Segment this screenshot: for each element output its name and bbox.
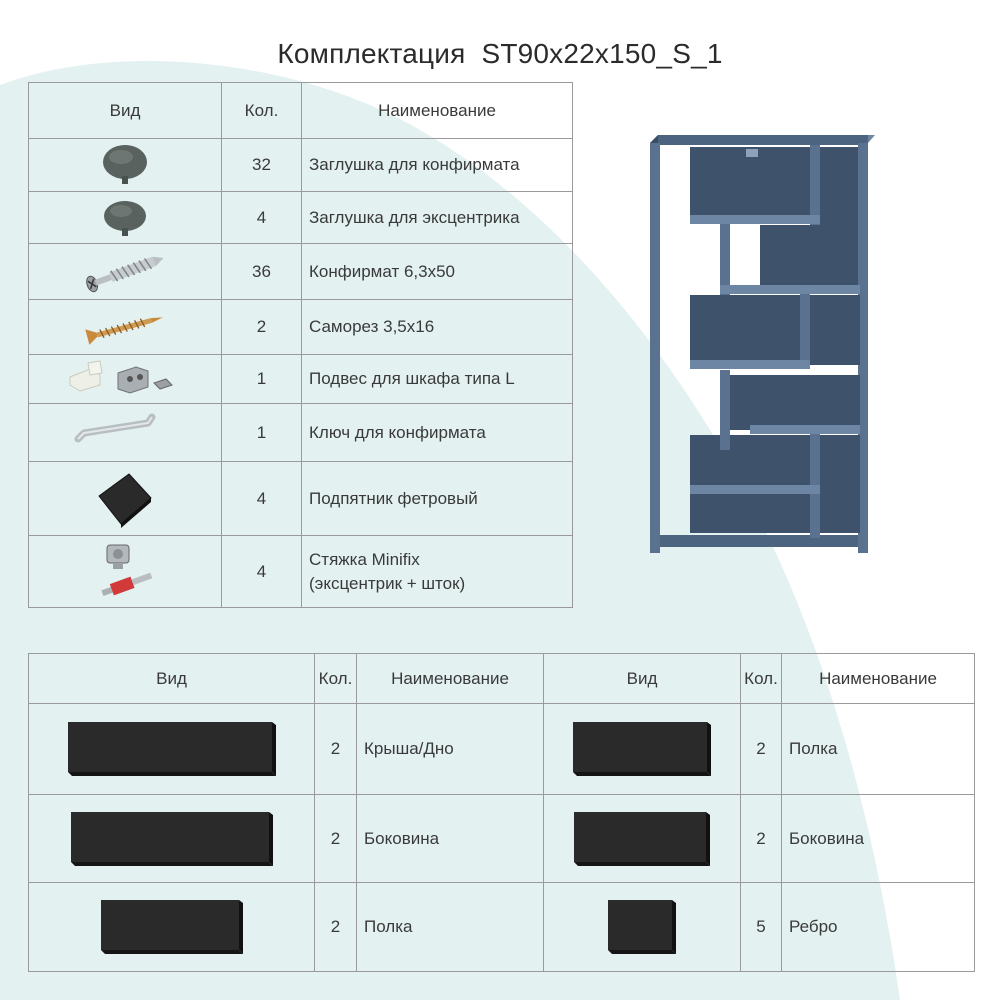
name-line: (эксцентрик + шток) bbox=[309, 573, 466, 593]
hex-key-icon bbox=[70, 409, 180, 457]
name-cell: Саморез 3,5x16 bbox=[302, 300, 573, 355]
table-row bbox=[29, 883, 975, 972]
header-qty: Кол. bbox=[741, 654, 782, 704]
panel-roof-bottom-icon bbox=[66, 720, 278, 778]
qty-cell: 32 bbox=[222, 139, 302, 192]
hardware-table bbox=[28, 82, 573, 608]
felt-pad-icon bbox=[85, 466, 165, 532]
panel-shelf-icon bbox=[99, 898, 245, 956]
name-line: Стяжка Minifix bbox=[309, 549, 420, 569]
table-row bbox=[29, 355, 573, 404]
panel-shelf-icon bbox=[571, 720, 713, 778]
name-cell: Подпятник фетровый bbox=[302, 462, 573, 536]
name-cell: Заглушка для конфирмата bbox=[302, 139, 573, 192]
name-cell: Конфирмат 6,3x50 bbox=[302, 244, 573, 300]
qty-cell: 4 bbox=[222, 192, 302, 244]
name-cell: Заглушка для эксцентрика bbox=[302, 192, 573, 244]
table-row bbox=[29, 404, 573, 462]
qty-cell: 2 bbox=[315, 795, 357, 883]
qty-cell: 2 bbox=[222, 300, 302, 355]
header-qty: Кол. bbox=[315, 654, 357, 704]
qty-cell: 1 bbox=[222, 355, 302, 404]
name-cell: Полка bbox=[357, 883, 544, 972]
cap-confirmat-icon bbox=[95, 142, 155, 188]
header-qty: Кол. bbox=[222, 83, 302, 139]
wood-screw-icon bbox=[80, 305, 170, 349]
qty-cell: 2 bbox=[315, 704, 357, 795]
minifix-icon bbox=[85, 539, 165, 605]
qty-cell: 2 bbox=[741, 795, 782, 883]
name-cell: Боковина bbox=[357, 795, 544, 883]
panels-table bbox=[28, 653, 975, 972]
table-row bbox=[29, 462, 573, 536]
table-row bbox=[29, 244, 573, 300]
name-cell bbox=[302, 536, 573, 608]
header-view: Вид bbox=[29, 83, 222, 139]
page-title: Комплектация ST90x22x150_S_1 bbox=[277, 38, 723, 69]
table-row bbox=[29, 192, 573, 244]
qty-cell: 2 bbox=[315, 883, 357, 972]
hardware-header-row bbox=[29, 83, 573, 139]
qty-cell: 4 bbox=[222, 462, 302, 536]
panel-side-icon bbox=[572, 810, 712, 868]
panels-header-row bbox=[29, 654, 975, 704]
header-name: Наименование bbox=[302, 83, 573, 139]
header-view: Вид bbox=[544, 654, 741, 704]
panel-side-icon bbox=[69, 810, 275, 868]
table-row bbox=[29, 704, 975, 795]
cap-eccentric-icon bbox=[95, 196, 155, 240]
qty-cell: 2 bbox=[741, 704, 782, 795]
name-cell: Боковина bbox=[782, 795, 975, 883]
hanger-l-icon bbox=[60, 357, 190, 401]
qty-cell: 4 bbox=[222, 536, 302, 608]
header-view: Вид bbox=[29, 654, 315, 704]
header-name: Наименование bbox=[782, 654, 975, 704]
qty-cell: 36 bbox=[222, 244, 302, 300]
confirmat-screw-icon bbox=[80, 250, 170, 294]
table-row bbox=[29, 536, 573, 608]
header-name: Наименование bbox=[357, 654, 544, 704]
qty-cell: 1 bbox=[222, 404, 302, 462]
name-cell: Ключ для конфирмата bbox=[302, 404, 573, 462]
table-row bbox=[29, 300, 573, 355]
name-cell: Крыша/Дно bbox=[357, 704, 544, 795]
shelf-unit-image bbox=[650, 135, 875, 555]
qty-cell: 5 bbox=[741, 883, 782, 972]
panel-rib-icon bbox=[606, 898, 678, 956]
name-cell: Полка bbox=[782, 704, 975, 795]
name-cell: Подвес для шкафа типа L bbox=[302, 355, 573, 404]
table-row bbox=[29, 139, 573, 192]
name-cell: Ребро bbox=[782, 883, 975, 972]
table-row bbox=[29, 795, 975, 883]
